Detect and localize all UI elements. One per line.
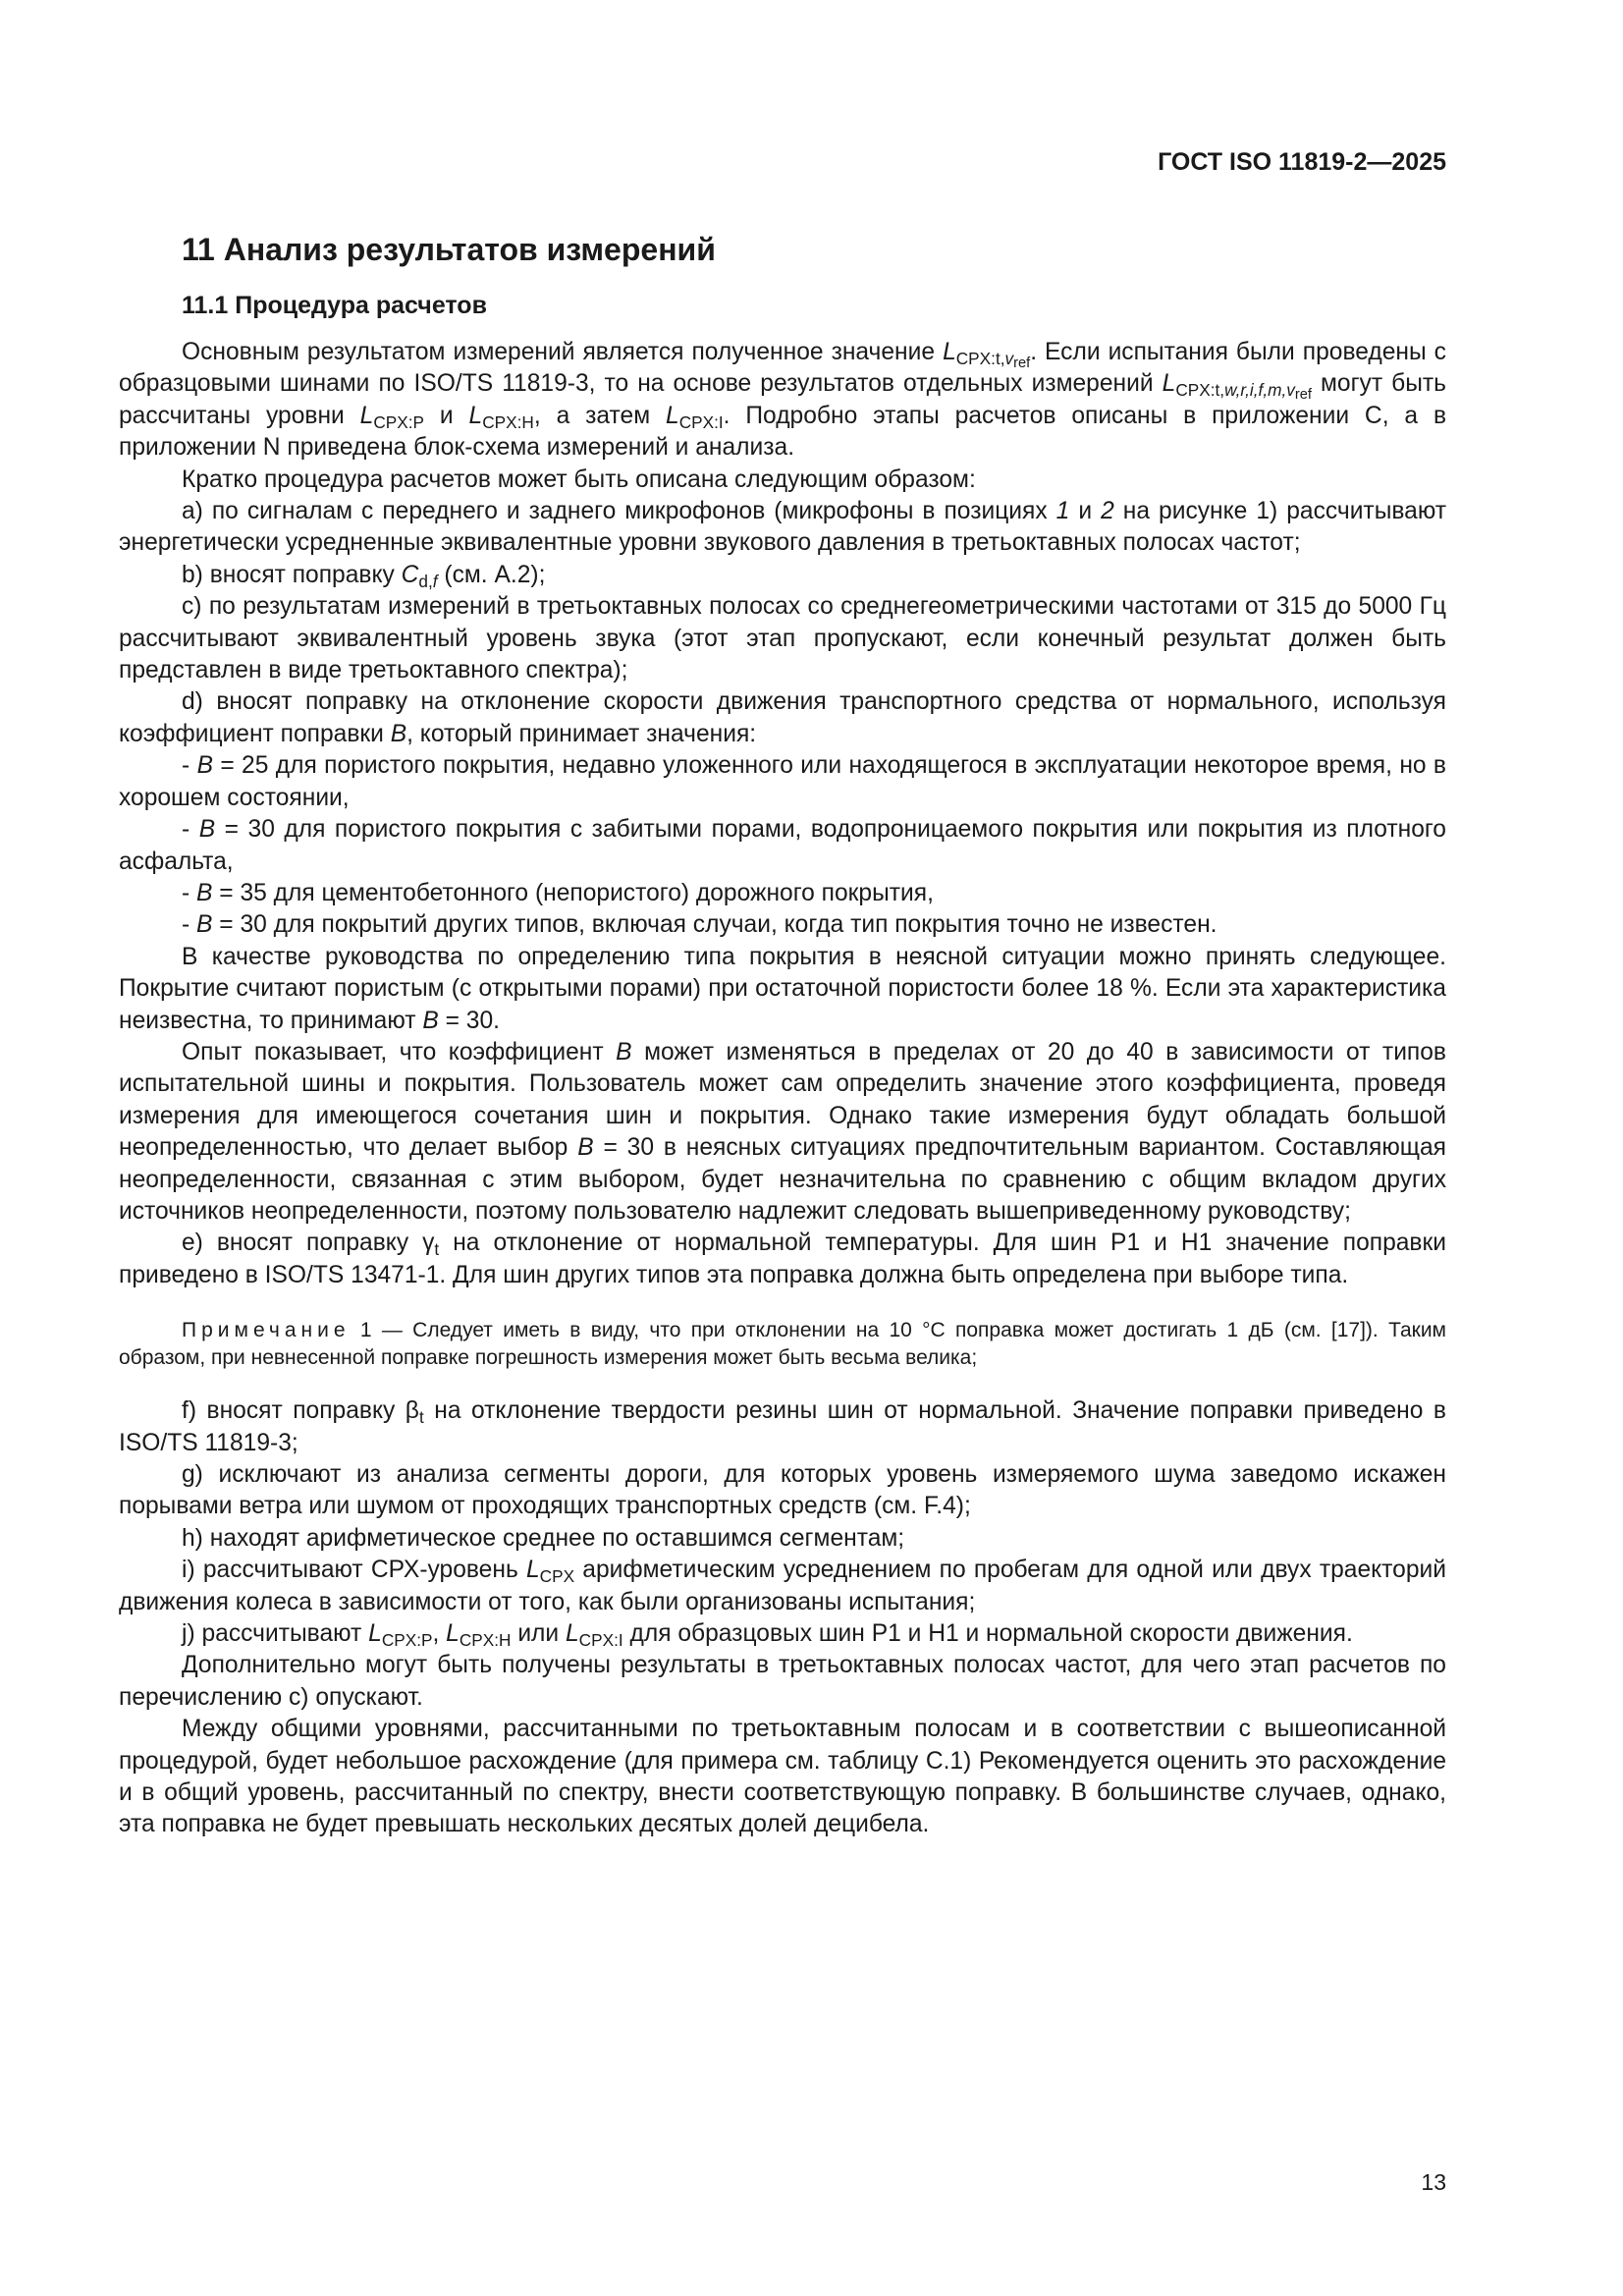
subsection-title: 11.1 Процедура расчетов: [182, 292, 487, 319]
document-header: ГОСТ ISO 11819-2—2025: [1158, 148, 1446, 176]
note-label: Примечание: [182, 1319, 351, 1342]
list-item-b-value-3: - B = 35 для цементобетонного (непористого) дорожного покрытия,: [182, 879, 934, 906]
page-body: [119, 221, 1446, 1841]
list-item-i: i) рассчитывают СРХ-уровень $L_{CPX}$ арифметическим усреднением по пробегам для одной или двух траекторий движения колеса в зависимости от того, как были организованы испытания;: [119, 1557, 1446, 1615]
list-item-e: e) вносят поправку $\gamma_t$ на отклонение от нормальной температуры. Для шин P1 и H1 значение поправки приведено в ISO/TS 13471-1. Для шин других типов эта поправка должна быть определена при выборе типа.: [119, 1230, 1446, 1288]
paragraph-intro: Кратко процедура расчетов может быть описана следующим образом:: [182, 465, 976, 493]
list-item-f: f) вносят поправку $\beta_t$ на отклонение твердости резины шин от нормальной. Значение поправки приведено в ISO/TS 11819-3;: [119, 1397, 1446, 1456]
paragraph-guidance: В качестве руководства по определению типа покрытия в неясной ситуации можно принять следующее. Покрытие считают пористым (с открытыми порами) при остаточной пористости более 18 %. Если эта характеристика неизвестна, то принимают B = 30.: [119, 943, 1446, 1034]
paragraph-discrepancy: Между общими уровнями, рассчитанными по третьоктавным полосам и в соответствии с вышеописанной процедурой, будет небольшое расхождение (для примера см. таблицу С.1) Рекомендуется оценить это расхождение и в общий уровень, рассчитанный по спектру, внести соответствующую поправку. В большинстве случаев, однако, эта поправка не будет превышать нескольких десятых долей децибела.: [119, 1716, 1446, 1838]
page-number: 13: [1421, 2169, 1446, 2195]
list-item-b: b) вносят поправку $C_{d,f}$ (см. А.2);: [182, 561, 546, 591]
list-item-d: d) вносят поправку на отклонение скорости движения транспортного средства от нормального, используя коэффициент поправки B, который принимает значения:: [119, 688, 1446, 747]
list-item-j: j) рассчитывают $L_{CPX:P}$, $L_{CPX:H}$ или $L_{CPX:I}$ для образцовых шин P1 и H1 и нормальной скорости движения.: [182, 1620, 1353, 1650]
list-item-c: c) по результатам измерений в третьоктавных полосах со среднегеометрическими частотами от 315 до 5000 Гц рассчитывают эквивалентный уровень звука (этот этап пропускают, если конечный результат должен быть представлен в виде третьоктавного спектра);: [119, 593, 1446, 684]
list-item-a: a) по сигналам с переднего и заднего микрофонов (микрофоны в позициях 1 и 2 на рисунке 1) рассчитывают энергетически усредненные эквивалентные уровни звукового давления в третьоктавных полосах частот;: [119, 498, 1447, 557]
paragraph-main-result: Основным результатом измерений является полученное значение $L_{CPX:t,v_{ref}}$. Если испытания были проведены с образцовыми шинами по ISO/TS 11819-3, то на основе результатов отдельных измерений $L_{CPX:t,w,r,i,f,m,v_{ref}}$ могут быть рассчитаны уровни $L_{CPX:P}$ и $L_{CPX:H}$, а затем $L_{CPX:I}$. Подробно этапы расчетов описаны в приложении С, а в приложении N приведена блок-схема измерений и анализа.: [119, 339, 1447, 462]
list-item-b-value-2: - B = 30 для пористого покрытия с забитыми порами, водопроницаемого покрытия или покрытия из плотного асфальта,: [119, 816, 1446, 875]
list-item-b-value-1: - B = 25 для пористого покрытия, недавно уложенного или находящегося в эксплуатации некоторое время, но в хорошем состоянии,: [119, 752, 1446, 811]
note-1: Примечание 1 — Следует иметь в виду, что при отклонении на 10 °С поправка может достигать 1 дБ (см. [17]). Таким образом, при невнесенной поправке погрешность измерения может быть весьма велика;: [119, 1319, 1446, 1370]
list-item-h: h) находят арифметическое среднее по оставшимся сегментам;: [182, 1524, 905, 1552]
list-item-b-value-4: - B = 30 для покрытий других типов, включая случаи, когда тип покрытия точно не известен.: [182, 911, 1217, 939]
list-item-g: g) исключают из анализа сегменты дороги, для которых уровень измеряемого шума заведомо искажен порывами ветра или шумом от проходящих транспортных средств (см. F.4);: [119, 1461, 1446, 1520]
section-title: 11 Анализ результатов измерений: [182, 232, 716, 267]
paragraph-additional: Дополнительно могут быть получены результаты в третьоктавных полосах частот, для чего этап расчетов по перечислению c) опускают.: [119, 1652, 1446, 1711]
paragraph-experience: Опыт показывает, что коэффициент B может изменяться в пределах от 20 до 40 в зависимости от типов испытательной шины и покрытия. Пользователь может сам определить значение этого коэффициента, проведя измерения для имеющегося сочетания шин и покрытия. Однако такие измерения будут обладать большой неопределенностью, что делает выбор B = 30 в неясных ситуациях предпочтительным вариантом. Составляющая неопределенности, связанная с этим выбором, будет незначительна по сравнению с общим вкладом других источников неопределенности, поэтому пользователю надлежит следовать вышеприведенному руководству;: [119, 1038, 1446, 1225]
